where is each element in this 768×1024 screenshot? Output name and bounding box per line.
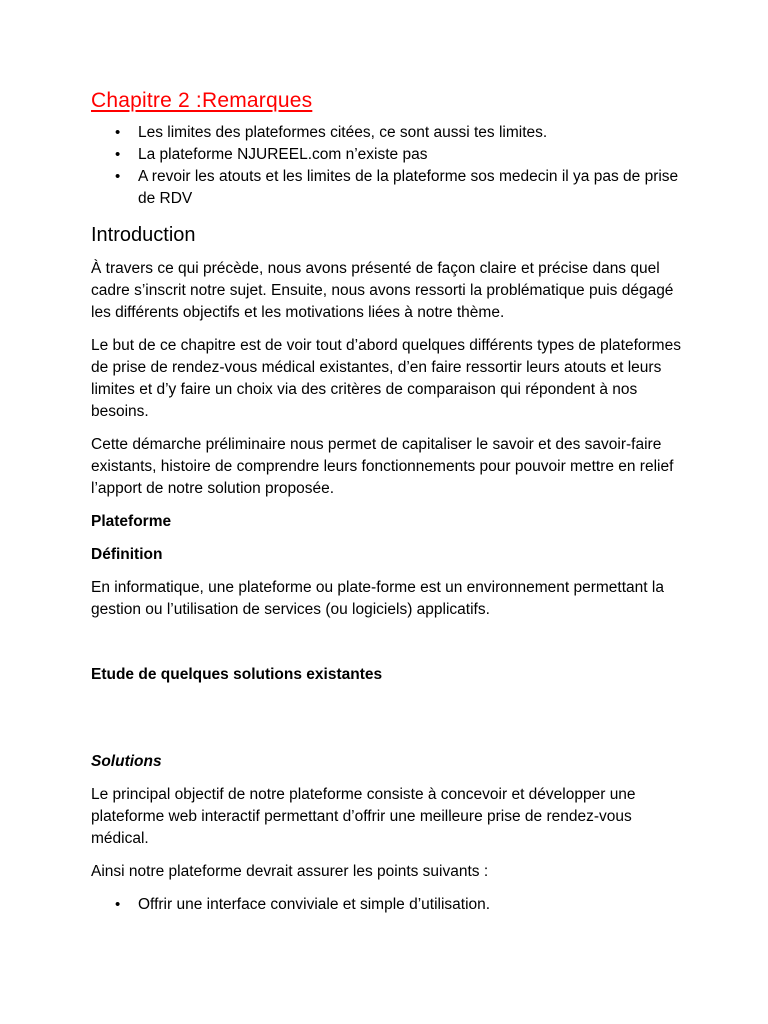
introduction-paragraph: Le but de ce chapitre est de voir tout d’abord quelques différents types de plateformes de prise de rendez-vous médical existantes, d’en faire ressortir leurs atouts et leurs limites et d’y faire un choix via des critères de comparaison qui répondent à nos besoins. — [91, 337, 681, 420]
remark-text: Les limites des plateformes citées, ce sont aussi tes limites. — [138, 124, 548, 141]
etude-heading: Etude de quelques solutions existantes — [91, 666, 383, 683]
solutions-paragraph: Le principal objectif de notre plateforme consiste à concevoir et développer une plateforme web interactif permettant d’offrir une meilleure prise de rendez-vous médical. — [91, 786, 636, 847]
definition-text: En informatique, une plateforme ou plate-forme est un environnement permettant la gestion ou l’utilisation de services (ou logiciels) applicatifs. — [91, 579, 664, 618]
plateforme-heading: Plateforme — [91, 513, 172, 530]
list-item — [91, 894, 681, 916]
definition-heading: Définition — [91, 546, 163, 563]
bullet-icon: • — [115, 896, 121, 913]
list-item — [91, 166, 681, 210]
remarks-list — [91, 122, 681, 210]
solutions-heading: Solutions — [91, 753, 162, 770]
list-item — [91, 122, 681, 144]
bullet-icon: • — [115, 124, 121, 141]
bullet-icon: • — [115, 168, 121, 185]
introduction-paragraph: Cette démarche préliminaire nous permet de capitaliser le savoir et des savoir-faire existants, histoire de comprendre leurs fonctionnements pour pouvoir mettre en relief l’apport de notre solution proposée. — [91, 436, 674, 497]
point-text: Offrir une interface conviviale et simple d’utilisation. — [138, 896, 491, 913]
bullet-icon: • — [115, 146, 121, 163]
remark-text: A revoir les atouts et les limites de la plateforme sos medecin il ya pas de prise de RDV — [138, 168, 679, 207]
introduction-heading: Introduction — [91, 224, 196, 246]
remark-text: La plateforme NJUREEL.com n’existe pas — [138, 146, 428, 163]
introduction-paragraph: À travers ce qui précède, nous avons présenté de façon claire et précise dans quel cadre s’inscrit notre sujet. Ensuite, nous avons ressorti la problématique puis dégagé les différents objectifs et les motivations liées à notre thème. — [91, 260, 674, 321]
solutions-paragraph: Ainsi notre plateforme devrait assurer les points suivants : — [91, 863, 489, 880]
chapter-title: Chapitre 2 :Remarques — [91, 89, 313, 112]
solutions-points-list — [91, 894, 681, 916]
document-page — [91, 84, 681, 916]
list-item — [91, 144, 681, 166]
